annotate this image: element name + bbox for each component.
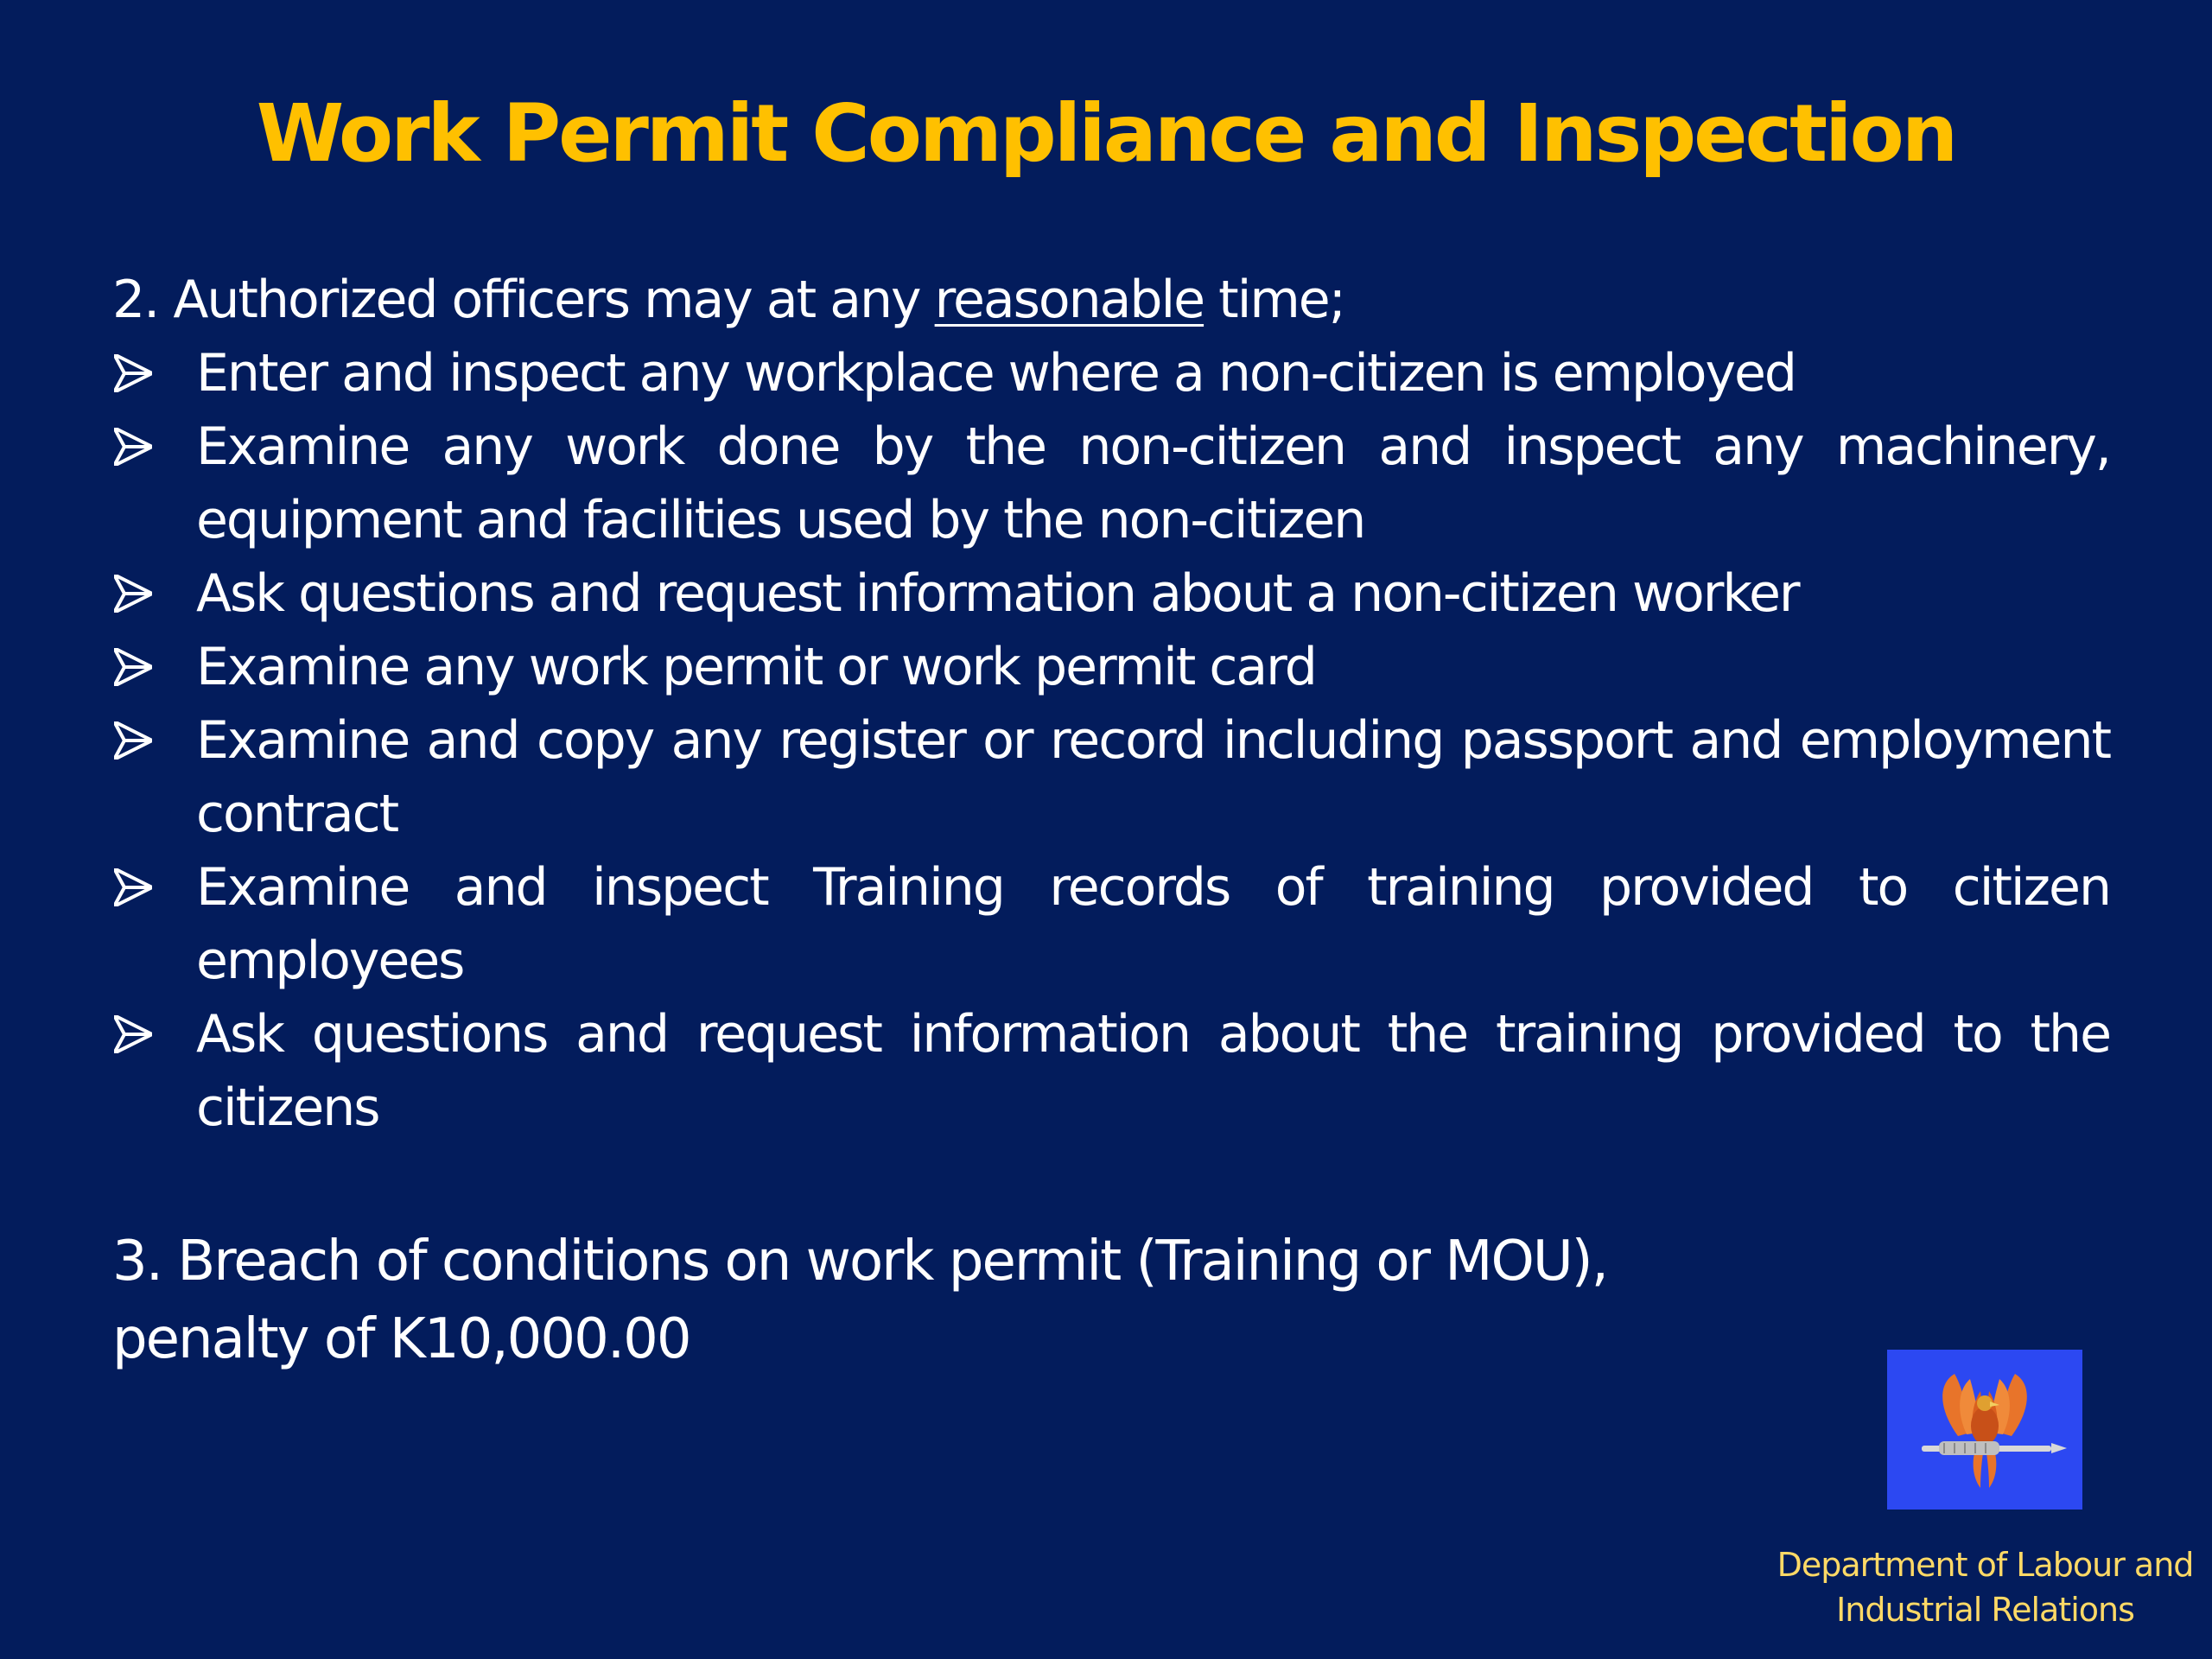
arrowhead-bullet-icon bbox=[114, 575, 152, 613]
slide-body bbox=[112, 264, 2110, 1145]
bullet-item bbox=[112, 631, 2110, 704]
arrowhead-bullet-icon bbox=[114, 428, 152, 466]
department-line-1: Department of Labour and bbox=[1777, 1546, 2194, 1584]
bullet-item bbox=[112, 337, 2110, 410]
breach-line-1: 3. Breach of conditions on work permit (Training or MOU), bbox=[112, 1230, 1607, 1294]
arrowhead-bullet-icon bbox=[114, 354, 152, 392]
bullet-item bbox=[112, 998, 2110, 1145]
bullet-text: Ask questions and request information about the training provided to the citizens bbox=[196, 1004, 2110, 1138]
emblem-logo bbox=[1887, 1350, 2082, 1510]
breach-paragraph bbox=[112, 1223, 1840, 1378]
arrowhead-bullet-icon bbox=[114, 868, 152, 906]
bird-of-paradise-emblem-icon bbox=[1887, 1350, 2082, 1510]
bullet-text: Examine any work permit or work permit card bbox=[196, 637, 1316, 697]
breach-line-2: penalty of K10,000.00 bbox=[112, 1307, 690, 1371]
department-line-2: Industrial Relations bbox=[1836, 1591, 2134, 1629]
bullet-text: Examine and inspect Training records of training provided to citizen employees bbox=[196, 857, 2110, 991]
bullet-list bbox=[112, 337, 2110, 1145]
bullet-item bbox=[112, 851, 2110, 998]
intro-underlined-word: reasonable bbox=[934, 270, 1205, 330]
intro-prefix: 2. Authorized officers may at any bbox=[112, 270, 935, 330]
bullet-text: Examine and copy any register or record including passport and employment contract bbox=[196, 710, 2110, 844]
department-label bbox=[1754, 1542, 2212, 1632]
bullet-item bbox=[112, 557, 2110, 631]
intro-line bbox=[112, 264, 2110, 337]
slide-title: Work Permit Compliance and Inspection bbox=[256, 87, 1956, 180]
bullet-item bbox=[112, 410, 2110, 557]
intro-suffix: time; bbox=[1204, 270, 1344, 330]
arrowhead-bullet-icon bbox=[114, 1015, 152, 1053]
arrowhead-bullet-icon bbox=[114, 648, 152, 686]
bullet-text: Ask questions and request information about a non-citizen worker bbox=[196, 563, 1799, 624]
bullet-item bbox=[112, 704, 2110, 851]
bullet-text: Enter and inspect any workplace where a non-citizen is employed bbox=[196, 343, 1796, 404]
arrowhead-bullet-icon bbox=[114, 721, 152, 760]
bullet-text: Examine any work done by the non-citizen and inspect any machinery, equipment and facilities used by the non-citizen bbox=[196, 416, 2110, 550]
